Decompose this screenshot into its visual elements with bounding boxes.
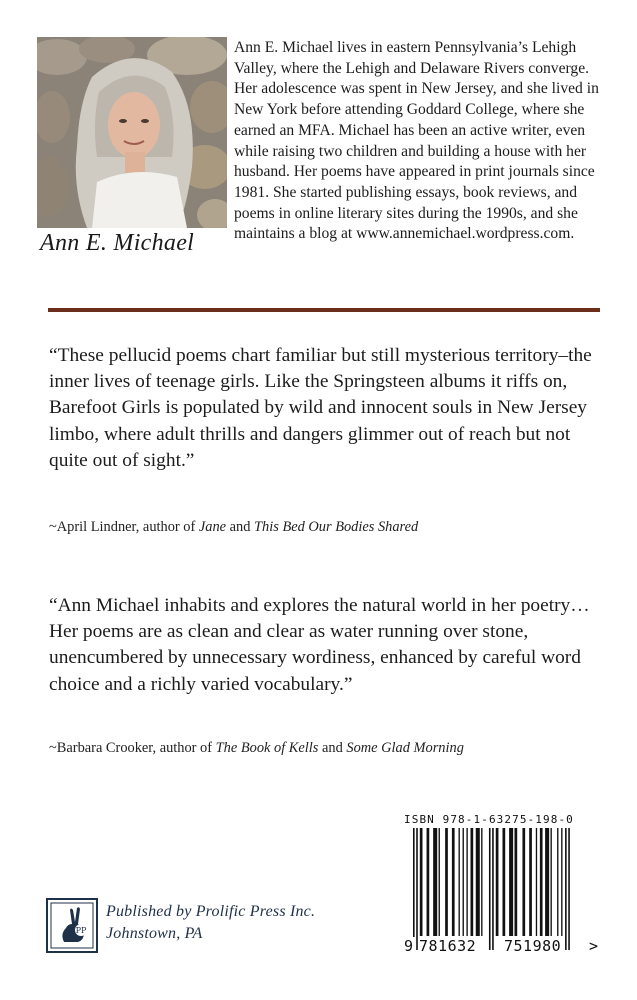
publisher-name: Published by Prolific Press Inc.: [106, 903, 316, 920]
barcode-digit-first: 9: [404, 937, 414, 955]
isbn-label: ISBN 978-1-63275-198-0: [404, 813, 574, 826]
barcode-digits-left: 781632: [419, 937, 477, 955]
barcode-digits-right: 751980: [504, 937, 562, 955]
blurb-attribution-2: [49, 739, 619, 757]
author-bio: Ann E. Michael lives in eastern Pennsylvania’s Lehigh Valley, where the Lehigh and Delaware Rivers converge. Her adolescence was spent in New Jersey, and she lived in New York before attending Goddard College, where she earned an MFA. Michael has been an active writer, even while raising two children and building a house with her husband. Her poems have appeared in print journals since 1981. She started publishing essays, book reviews, and poems in online literary sites during the 1990s, and she maintains a blog at www.annemichael.wordpress.com.: [234, 39, 599, 243]
attribution-prefix: ~April Lindner, author of: [49, 519, 199, 535]
blurb-attribution-1: [49, 518, 619, 536]
attribution-work: Some Glad Morning: [346, 740, 464, 756]
author-photo: [37, 37, 227, 228]
attribution-prefix: ~Barbara Crooker, author of: [49, 740, 216, 756]
publisher-location: Johnstown, PA: [106, 925, 203, 942]
section-divider: [48, 308, 600, 312]
attribution-work: Jane: [198, 519, 227, 535]
blurb-quote-1: “These pellucid poems chart familiar but still mysterious territory–the inner lives of teenage girls. Like the Springsteen albums it riffs on, Barefoot Girls is populated by wild and innocent souls in New Jersey limbo, where adult thrills and dangers glimmer out of reach but not quite out of sight.”: [49, 345, 592, 471]
svg-text:PP: PP: [75, 926, 87, 935]
attribution-joiner: and: [318, 740, 347, 756]
barcode-quiet-zone-arrow: >: [589, 937, 599, 955]
attribution-work: This Bed Our Bodies Shared: [254, 519, 419, 535]
author-name: Ann E. Michael: [40, 230, 195, 256]
isbn-barcode: [401, 828, 591, 950]
publisher-logo-icon: [46, 898, 98, 953]
attribution-work: The Book of Kells: [215, 740, 319, 756]
blurb-quote-2: “Ann Michael inhabits and explores the natural world in her poetry…Her poems are as clean and clear as water running over stone, unencumbered by unnecessary wordiness, enhanced by careful word choice and a richly varied vocabulary.”: [49, 595, 590, 695]
attribution-joiner: and: [226, 519, 255, 535]
